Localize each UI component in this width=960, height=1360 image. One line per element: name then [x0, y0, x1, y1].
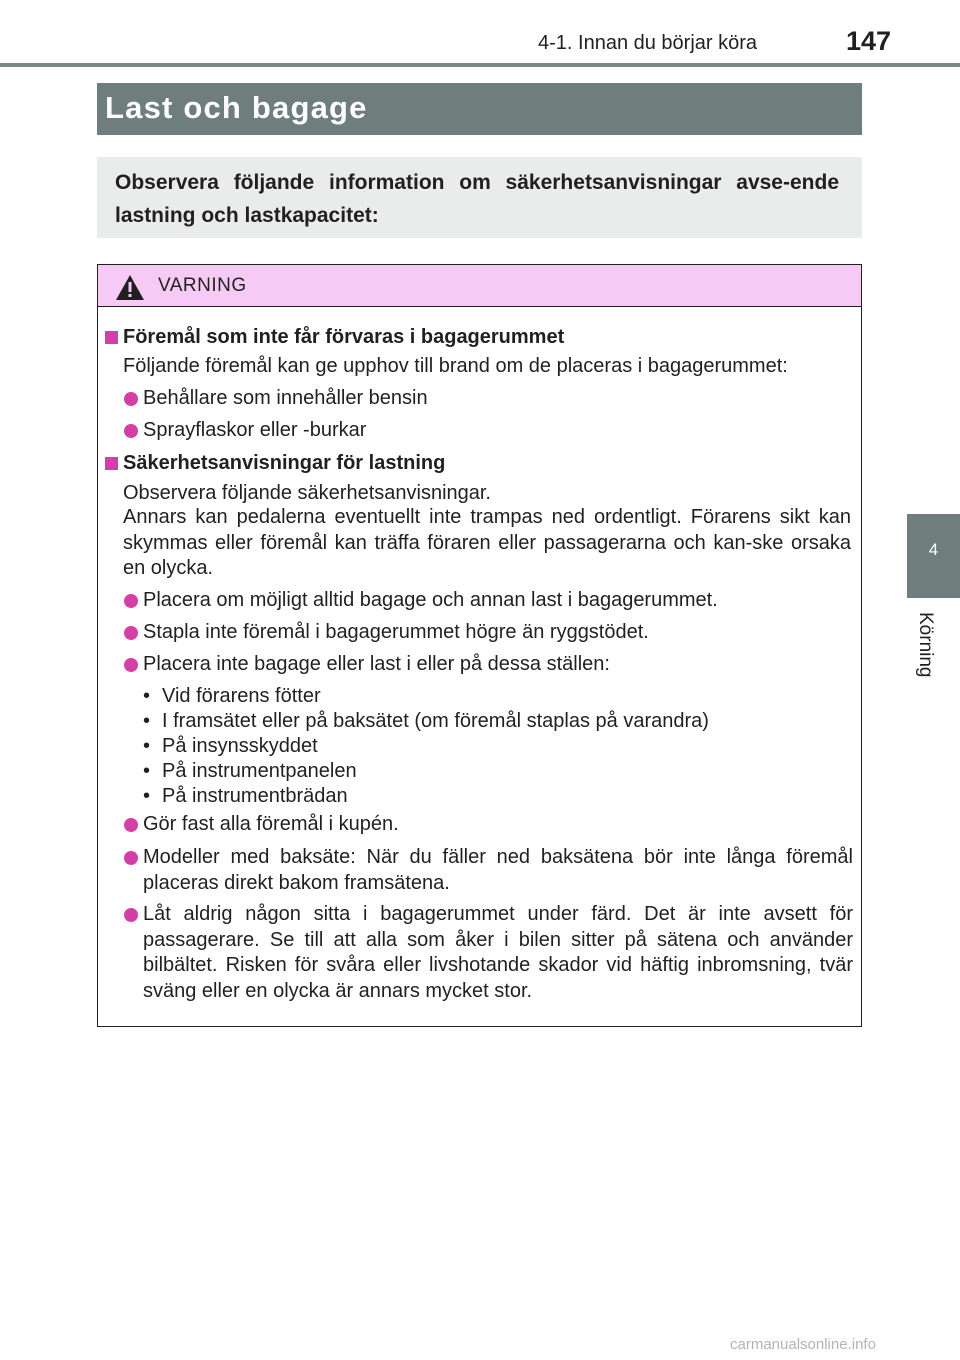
warning-label: VARNING [158, 275, 247, 296]
section-heading-storage: Föremål som inte får förvaras i bagagerummet [123, 326, 565, 348]
bullet-dot [124, 392, 138, 406]
list-item: Gör fast alla föremål i kupén. [143, 813, 399, 835]
bullet-dot [124, 424, 138, 438]
sub-bullet: • [143, 710, 151, 732]
sub-item: På instrumentbrädan [162, 785, 348, 807]
page-number: 147 [846, 26, 892, 56]
sub-item: På insynsskyddet [162, 735, 318, 757]
watermark: carmanualsonline.info [730, 1336, 876, 1353]
bullet-dot [124, 908, 138, 922]
sub-item: På instrumentpanelen [162, 760, 357, 782]
section-text: Följande föremål kan ge upphov till brand om de placeras i bagagerummet: [123, 355, 788, 377]
list-item: Behållare som innehåller bensin [143, 387, 428, 409]
warning-box [97, 264, 862, 1027]
page-title: Last och bagage [105, 90, 368, 125]
warning-header [98, 265, 861, 307]
bullet-dot [124, 594, 138, 608]
header-section-title: 4-1. Innan du börjar köra [538, 32, 758, 54]
list-item: Sprayflaskor eller -burkar [143, 419, 367, 441]
intro-text: Observera följande information om säkerhetsanvisningar avse-ende lastning och lastkapacitet: [115, 171, 839, 227]
list-item: Placera om möjligt alltid bagage och annan last i bagagerummet. [143, 589, 718, 611]
sub-item: Vid förarens fötter [162, 685, 321, 707]
section-heading-loading: Säkerhetsanvisningar för lastning [123, 452, 446, 474]
chapter-number: 4 [928, 540, 939, 559]
intro-box [97, 157, 862, 238]
chapter-tab[interactable] [907, 514, 960, 598]
list-item: Stapla inte föremål i bagagerummet högre än ryggstödet. [143, 621, 649, 643]
header-divider [0, 63, 960, 67]
section-text: Observera följande säkerhetsanvisningar. [123, 482, 491, 504]
section-marker [105, 331, 118, 344]
bullet-dot [124, 658, 138, 672]
section-paragraph: Annars kan pedalerna eventuellt inte trampas ned ordentligt. Förarens sikt kan skymmas eller föremål kan träffa föraren eller passagerarna och kan-ske orsaka en olycka. [123, 506, 851, 579]
bullet-dot [124, 626, 138, 640]
warning-triangle-icon [115, 274, 145, 301]
bullet-dot [124, 818, 138, 832]
chapter-label-text: Körning [915, 612, 936, 678]
list-item: Modeller med baksäte: När du fäller ned baksätena bör inte långa föremål placeras direkt bakom framsätena. [143, 846, 853, 894]
sub-bullet: • [143, 760, 151, 782]
page-title-bar [97, 83, 862, 135]
sub-bullet: • [143, 785, 151, 807]
list-item: Placera inte bagage eller last i eller på dessa ställen: [143, 653, 610, 675]
sub-bullet: • [143, 685, 151, 707]
section-marker [105, 457, 118, 470]
chapter-label [913, 612, 937, 692]
sub-bullet: • [143, 735, 151, 757]
bullet-dot [124, 851, 138, 865]
sub-item: I framsätet eller på baksätet (om föremål staplas på varandra) [162, 710, 709, 732]
list-item: Låt aldrig någon sitta i bagagerummet under färd. Det är inte avsett för passagerare. Se till att alla som åker i bilen sitter på sätena och använder bilbältet. Risken för svåra eller livshotande skador vid häftig inbromsning, tvär sväng eller en olycka är annars mycket stor. [143, 903, 853, 1002]
